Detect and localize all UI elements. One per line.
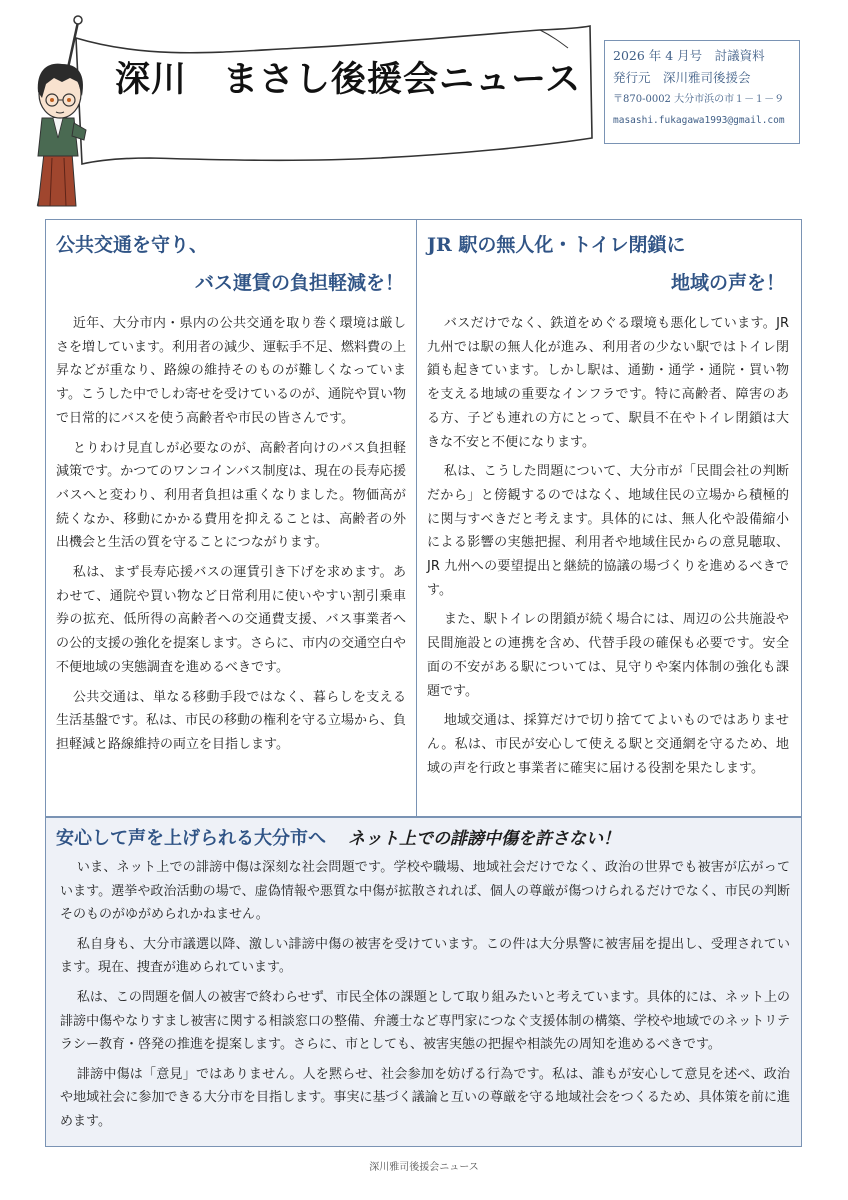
paragraph: 私は、まず長寿応援バスの運賃引き下げを求めます。あわせて、通院や買い物など日常利用に使いやすい割引乗車券の拡充、低所得の高齢者への交通費支援、バス事業者への公的支援の強化を提案します。さらに、市内の交通空白や不便地域の実態調査を進めるべきです。 [56,565,406,675]
page-footer: 深川雅司後援会ニュース [369,1162,479,1173]
article-body [60,856,790,1140]
heading-sub: ネット上での誹謗中傷を許さない！ [348,829,620,849]
banner-illustration [20,8,610,208]
paragraph: 私は、この問題を個人の被害で終わらせず、市民全体の課題として取り組みたいと考えています。具体的には、ネット上の誹謗中傷やなりすまし被害に関する相談窓口の整備、弁護士など専門家につなぐ支援体制の構築、学校や地域でのネットリテラシー教育・啓発の推進を提案します。さらに、市としても、被害実態の把握や相談先の周知を進めるべきです。 [60,989,790,1053]
article-online-harassment [45,817,802,1147]
paragraph: 私は、こうした問題について、大分市が「民間会社の判断だから」と傍観するのではなく、地域住民の立場から積極的に関与すべきだと考えます。具体的には、無人化や設備縮小による影響の実態把握、利用者や地域住民からの意見聴取、JR 九州への要望提出と継続的協議の場づくりを進めるべきです。 [427,464,789,598]
article-body [56,312,406,763]
article-body [427,312,789,786]
article-heading-line1: 公共交通を守り、 [56,234,209,256]
publication-info-box [604,40,800,144]
publisher: 発行元 深川雅司後援会 [613,70,751,85]
flag-pole-top [74,16,82,24]
paragraph: バスだけでなく、鉄道をめぐる環境も悪化しています。JR 九州では駅の無人化が進み、利用者の少ない駅ではトイレ閉鎖も起きています。しかし駅は、通勤・通学・通院・買い物を支える地域の重要なインフラです。特に高齢者、障害のある方、子ども連れの方にとって、駅員不在やトイレ閉鎖は大きな不安と不便になります。 [427,316,789,450]
article-heading-line1: JR 駅の無人化・トイレ閉鎖に [427,234,686,256]
address: 〒870-0002 大分市浜の市１－１－９ [613,94,785,105]
paragraph: また、駅トイレの閉鎖が続く場合には、周辺の公共施設や民間施設との連携を含め、代替手段の確保も必要です。安全面の不安がある駅については、見守りや案内体制の強化も課題です。 [427,612,789,699]
heading-main: 安心して声を上げられる大分市へ [56,828,326,849]
paragraph: 公共交通は、単なる移動手段ではなく、暮らしを支える生活基盤です。私は、市民の移動の権利を守る立場から、負担軽減と路線維持の両立を目指します。 [56,689,406,752]
issue-date: 2026 年 4 月号 討議資料 [613,48,765,63]
article-jr-station [416,219,802,817]
article-heading [56,824,620,850]
article-public-transport [45,219,416,817]
email[interactable]: masashi.fukagawa1993@gmail.com [613,115,785,126]
paragraph: 地域交通は、採算だけで切り捨ててよいものではありません。私は、市民が安心して使える駅と交通網を守るため、地域の声を行政と事業者に確実に届ける役割を果たします。 [427,713,789,776]
article-heading-line2: バス運賃の負担軽減を！ [194,272,404,294]
newsletter-title: 深川 まさし後援会ニュース [115,60,582,100]
paragraph: 誹謗中傷は「意見」ではありません。人を黙らせ、社会参加を妨げる行為です。私は、誰もが安心して意見を述べ、政治や地域社会に参加できる大分市を目指します。事実に基づく議論と互いの尊厳を守る地域社会をつくるため、具体策を前に進めます。 [60,1066,790,1129]
mascot-character [38,64,86,206]
paragraph: 近年、大分市内・県内の公共交通を取り巻く環境は厳しさを増しています。利用者の減少、運転手不足、燃料費の上昇などが重なり、路線の維持そのものが難しくなっています。こうした中でしわ寄せを受けているのが、通院や買い物で日常的にバスを使う高齢者や市民の皆さんです。 [56,316,406,426]
paragraph: いま、ネット上での誹謗中傷は深刻な社会問題です。学校や職場、地域社会だけでなく、政治の世界でも被害が広がっています。選挙や政治活動の場で、虚偽情報や悪質な中傷が拡散されれば、個人の尊厳が傷つけられるだけでなく、市民の判断そのものがゆがめられかねません。 [60,860,790,923]
masthead [0,0,848,210]
article-heading-line2: 地域の声を！ [670,272,785,294]
paragraph: とりわけ見直しが必要なのが、高齢者向けのバス負担軽減策です。かつてのワンコインバス制度は、現在の長寿応援バスへと変わり、利用者負担は重くなりました。物価高が続くなか、移動にかかる費用を抑えることは、高齢者の外出機会と生活の質を守ることにつながります。 [56,440,406,551]
paragraph: 私自身も、大分市議選以降、激しい誹謗中傷の被害を受けています。この件は大分県警に被害届を提出し、受理されています。現在、捜査が進められています。 [60,936,790,976]
